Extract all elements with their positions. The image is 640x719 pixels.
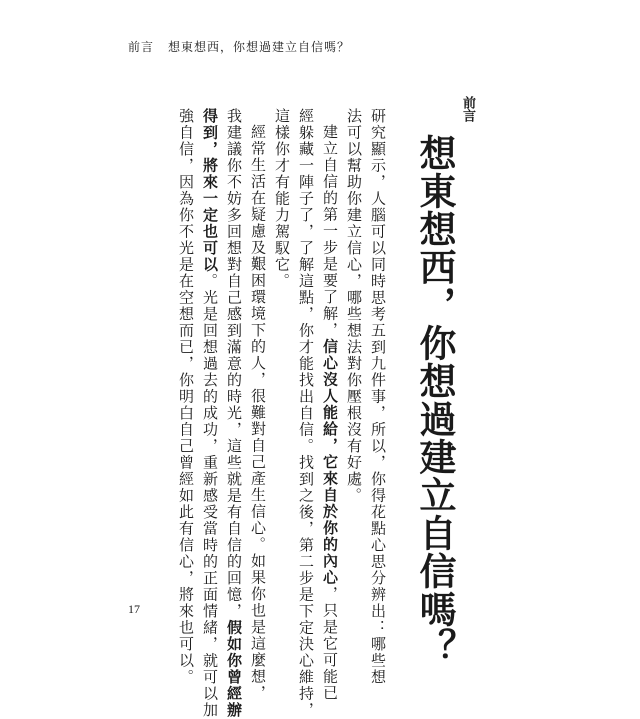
- text-run: 強自信，因為你不光是在空想而已，你明白自己曾經如此有信心，將來也可以。: [177, 108, 195, 686]
- body-line-2: [346, 108, 362, 578]
- bold-text-run: 假如你曾經辦: [225, 619, 243, 719]
- text-run: 建立自信的第一步是要了解，: [321, 124, 339, 339]
- text-run: 經常生活在疑慮及艱困環境下的人，很難對自己產生信心。如果你也是這麼想，: [249, 124, 267, 702]
- chapter-label: 前言: [460, 96, 475, 122]
- chapter-title: 想東想西，你想過建立自信嗎？: [413, 134, 456, 666]
- body-line-1: [369, 108, 387, 686]
- text-run: 研究顯示，人腦可以同時思考五到九件事，所以，你得花點心思分辨出：哪些想: [369, 108, 387, 686]
- body-line-4: [297, 108, 315, 719]
- body-line-8: [201, 108, 219, 719]
- text-run: 經躲藏一陣子了，了解這點，你才能找出自信。找到之後，第二步是下定決心維持，: [297, 108, 315, 719]
- text-run: 。光是回想過去的成功，重新感受當時的正面情緒，就可以加: [201, 273, 219, 719]
- text-run: 這樣你才有能力駕馭它。: [273, 108, 291, 290]
- bold-text-run: 得到，將來一定也可以: [201, 108, 219, 273]
- body-line-7: [225, 108, 243, 719]
- body-line-6: [249, 124, 267, 702]
- text-run: ，只是它可能已: [321, 586, 339, 702]
- body-line-3: [321, 124, 339, 702]
- running-header-section: 前言: [128, 40, 155, 54]
- running-header-title: 想東想西，你想過建立自信嗎？: [168, 40, 351, 54]
- body-line-9: [177, 108, 195, 686]
- text-run: 法可以幫助你建立信心，哪些想法對你壓根沒有好處。: [345, 108, 363, 504]
- running-header: [128, 38, 350, 55]
- body-line-5: [274, 108, 290, 578]
- bold-text-run: 信心沒人能給，它來自於你的內心: [321, 338, 339, 586]
- text-run: 我建議你不妨多回想對自己感到滿意的時光，這些就是有自信的回憶，: [225, 108, 243, 620]
- page-number: 17: [128, 602, 140, 616]
